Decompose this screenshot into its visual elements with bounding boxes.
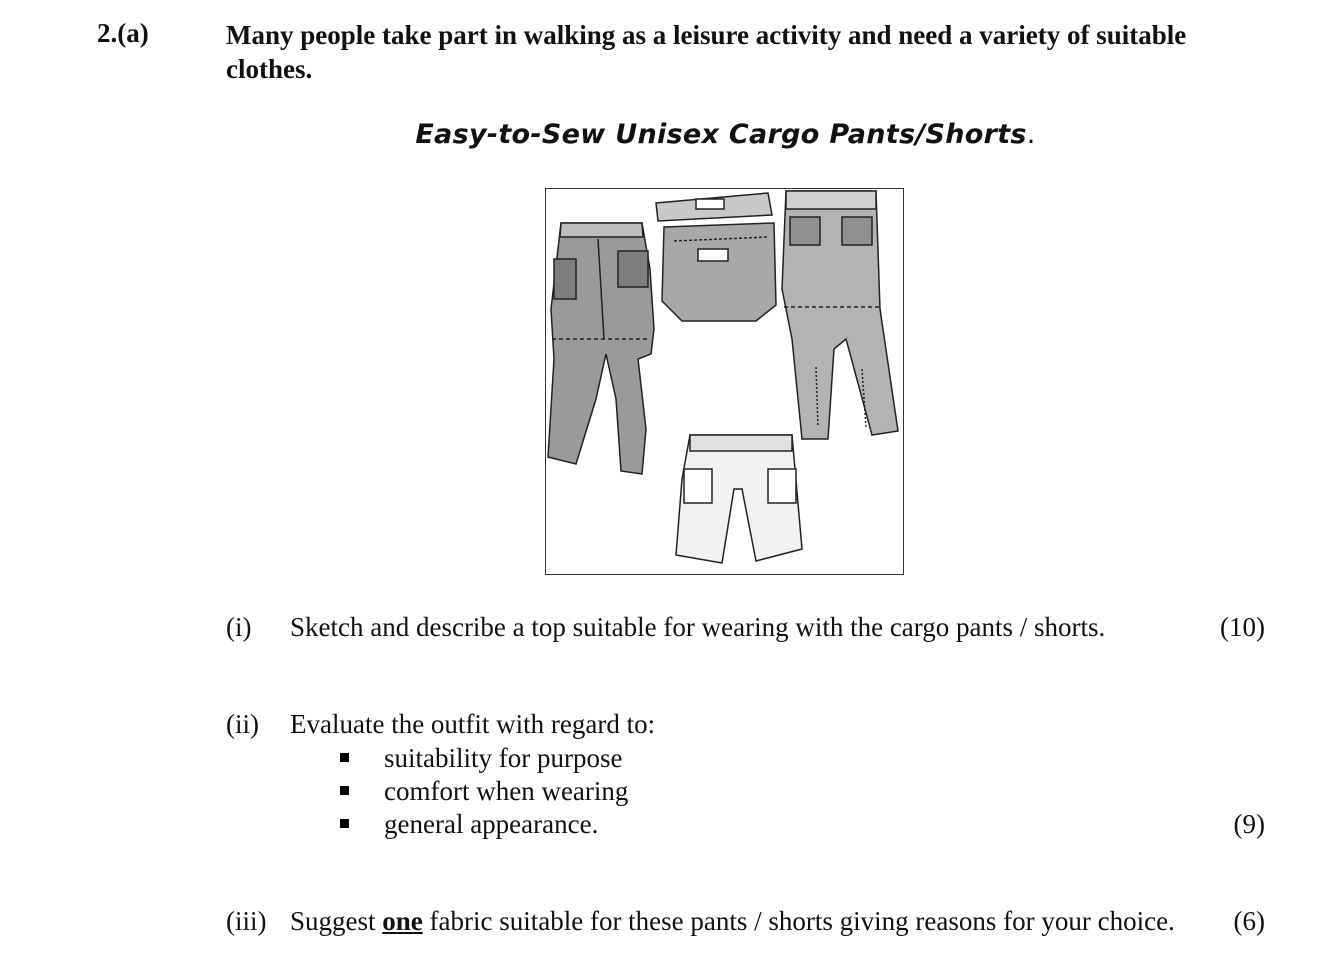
bullet-marker [340,775,354,789]
part-ii-bullet-1: suitability for purpose [384,743,623,773]
part-iii-text-before: Suggest [290,906,383,936]
part-iii-label: (iii) [226,906,267,936]
question-number: 2.(a) [97,18,149,48]
pattern-title-text: Easy-to-Sew Unisex Cargo Pants/Shorts [415,119,1027,150]
bullet-marker [340,808,354,822]
part-ii-bullet-2: comfort when wearing [384,776,629,806]
part-iii-text [290,905,1175,938]
part-ii-label: (ii) [226,709,259,739]
part-ii-text: Evaluate the outfit with regard to: [290,709,656,739]
part-iii-emphasis: one [382,906,423,936]
part-i-text: Sketch and describe a top suitable for wearing with the cargo pants / shorts. [290,612,1106,642]
part-ii-bullet-3: general appearance. [384,809,599,839]
part-iii-text-after: fabric suitable for these pants / shorts giving reasons for your choice. [422,906,1175,936]
cargo-pants-illustration [545,188,904,575]
part-i-marks: (10) [1220,612,1265,642]
pattern-title-period: . [1026,119,1036,150]
right-pants-drawing [782,191,898,439]
shorts-drawing [676,435,802,563]
pattern-title [0,119,1335,150]
pocket-bag-drawing [656,193,776,321]
question-intro: Many people take part in walking as a leisure activity and need a variety of suitable clothes. [226,20,1187,84]
garment-drawing [546,189,903,574]
part-ii-marks: (9) [1233,809,1265,839]
left-pants-drawing [548,223,654,474]
part-iii-marks: (6) [1233,906,1265,936]
part-i-label: (i) [226,612,252,642]
bullet-marker [340,742,354,756]
